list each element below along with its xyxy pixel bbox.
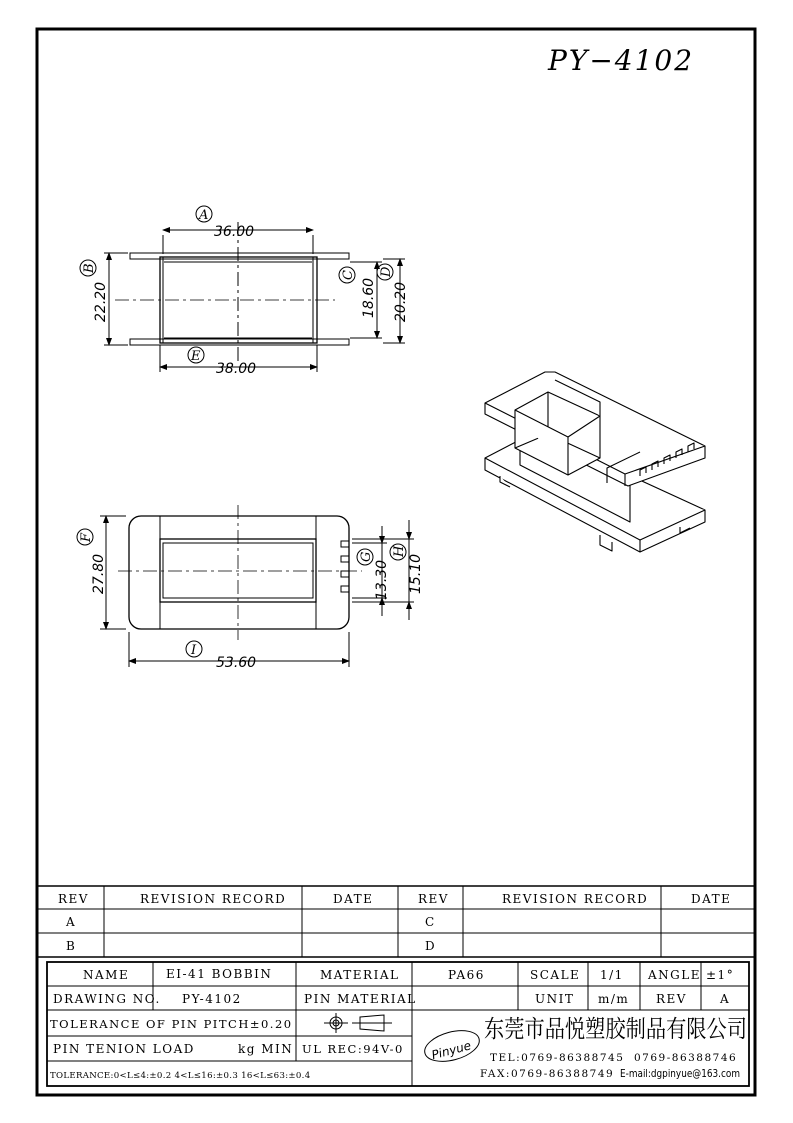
dim-d-value: 20.20 <box>393 281 409 322</box>
scale-value: 1/1 <box>600 968 624 982</box>
angle-value: ±1° <box>706 968 735 982</box>
label-g: G <box>359 551 374 562</box>
name-label: NAME <box>83 968 130 982</box>
company-email: E-mail:dgpinyue@163.com <box>620 1068 740 1080</box>
label-e: E <box>191 349 201 364</box>
label-h: H <box>392 545 407 557</box>
tolerance-pin-pitch: TOLERANCE OF PIN PITCH±0.20 <box>50 1017 293 1031</box>
bottom-view <box>100 505 414 667</box>
revision-table-text <box>58 892 731 953</box>
dim-f-value: 27.80 <box>91 553 107 594</box>
dim-h-value: 15.10 <box>408 553 424 594</box>
record-header-left: REVISION RECORD <box>140 892 287 906</box>
label-c: C <box>341 270 356 280</box>
material-value: PA66 <box>448 968 485 982</box>
drawing-no-label: DRAWING NO. <box>53 992 161 1006</box>
unit-label: UNIT <box>535 992 575 1006</box>
dim-e-value: 38.00 <box>216 361 257 377</box>
rev-row-c: C <box>425 915 436 929</box>
rev-row-d: D <box>425 939 437 953</box>
rev-value: A <box>720 992 731 1006</box>
label-d: D <box>379 266 394 277</box>
rev-row-a: A <box>66 915 77 929</box>
rev-header-right: REV <box>418 892 449 906</box>
company-name: 东莞市品悦塑胶制品有限公司 <box>484 1015 747 1043</box>
isometric-view <box>485 372 705 552</box>
dim-c-value: 18.60 <box>361 277 377 318</box>
material-label: MATERIAL <box>320 968 400 982</box>
label-i: I <box>191 643 197 658</box>
angle-label: ANGLE <box>648 968 701 982</box>
ul-rec: UL REC:94V-0 <box>302 1042 404 1056</box>
dim-a-value: 36.00 <box>214 224 255 240</box>
dim-b-value: 22.20 <box>93 281 109 322</box>
dim-g-value: 13.30 <box>374 559 390 600</box>
pin-tension-unit: kg MIN <box>238 1042 294 1056</box>
company-tel: TEL:0769-86388745 <box>490 1052 625 1064</box>
title-block-text <box>50 967 747 1081</box>
rev-label: REV <box>656 992 687 1006</box>
date-header-right: DATE <box>691 892 732 906</box>
dim-i-value: 53.60 <box>216 655 257 671</box>
record-header-right: REVISION RECORD <box>502 892 649 906</box>
drawing-no-value: PY-4102 <box>182 992 242 1006</box>
top-view <box>104 222 405 372</box>
rev-header-left: REV <box>58 892 89 906</box>
pin-material-label: PIN MATERIAL <box>304 992 417 1006</box>
name-value: EI-41 BOBBIN <box>166 967 273 981</box>
label-b: B <box>82 263 97 273</box>
date-header-left: DATE <box>333 892 374 906</box>
scale-label: SCALE <box>530 968 581 982</box>
unit-value: m/m <box>598 992 630 1006</box>
company-fax: FAX:0769-86388749 <box>480 1068 615 1080</box>
pin-tension-label: PIN TENION LOAD <box>53 1042 195 1056</box>
drawing-title: PY−4102 <box>548 44 695 77</box>
company-tel-2: 0769-86388746 <box>634 1052 738 1064</box>
company-logo-text: Pinyue <box>429 1038 473 1063</box>
label-a: A <box>199 208 209 223</box>
top-view-labels <box>80 206 409 377</box>
tolerance-line: TOLERANCE:0<L≤4:±0.2 4<L≤16:±0.3 16<L≤63:±0.4 <box>50 1071 311 1081</box>
rev-row-b: B <box>66 939 77 953</box>
label-f: F <box>79 532 94 542</box>
sheet-border <box>37 29 755 1095</box>
